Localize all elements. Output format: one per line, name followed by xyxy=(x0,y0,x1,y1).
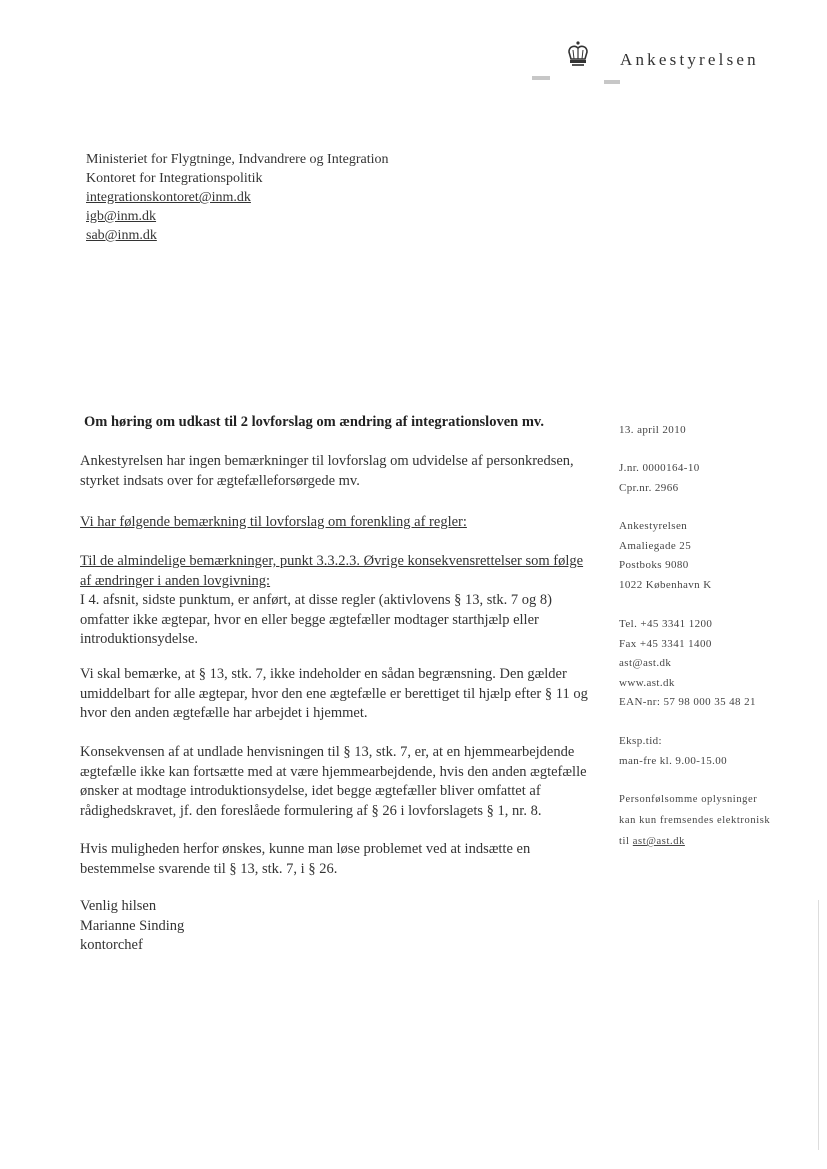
cpr-number: Cpr.nr. 2966 xyxy=(619,481,679,494)
phone-number: Tel. +45 3341 1200 xyxy=(619,618,713,630)
scan-edge xyxy=(818,900,819,1150)
section-heading: Vi har følgende bemærkning til lovforslag om forenkling af regler: xyxy=(80,514,467,530)
recipient-email-link[interactable]: sab@inm.dk xyxy=(86,228,157,243)
paragraph-text: Hvis muligheden herfor ønskes, kunne man løse problemet ved at indsætte en bestemmelse svarende til § 13, stk. 7, i § 26. xyxy=(80,841,531,877)
recipient-email-link[interactable]: integrationskontoret@inm.dk xyxy=(86,190,251,205)
organization-name: Ankestyrelsen xyxy=(620,50,759,69)
address-line: Postboks 9080 xyxy=(619,559,689,571)
section-subheading: Til de almindelige bemærkninger, punkt 3.3.2.3. Øvrige konsekvensrettelser som følge af ændringer i anden lovgivning: xyxy=(80,553,584,589)
address-line: 1022 København K xyxy=(619,578,712,591)
privacy-notice xyxy=(619,789,770,852)
recipient-email-link[interactable]: igb@inm.dk xyxy=(86,209,157,224)
paragraph-text: Konsekvensen af at undlade henvisningen til § 13, stk. 7, er, at en hjemmearbejdende ægtefælle ikke kan fortsætte med at være hjemmearbejdende, hvis den anden ægtefælle ønsker at modtage introduktionsydelse, idet begge ægtefæller bliver omfattet af rådighedskravet, jf. den foreslåede formulering af § 26 i lovforslagets § 1, nr. 8. xyxy=(80,744,587,819)
notice-email-link[interactable]: ast@ast.dk xyxy=(632,836,685,847)
recipient-ministry: Ministeriet for Flygtninge, Indvandrere og Integration xyxy=(86,152,389,167)
hours-label: Eksp.tid: xyxy=(619,735,663,747)
letter-subject: Om høring om udkast til 2 lovforslag om ændring af integrationsloven mv. xyxy=(84,414,544,430)
letter-date: 13. april 2010 xyxy=(619,424,687,436)
reference-block xyxy=(619,459,700,498)
paragraph-text: Ankestyrelsen har ingen bemærkninger til lovforslag om udvidelse af personkredsen, styrket indsats over for ægtefælleforsørgede mv. xyxy=(80,453,574,489)
scan-mark xyxy=(532,76,550,80)
paragraph-text: Vi skal bemærke, at § 13, stk. 7, ikke indeholder en sådan begrænsning. Den gælder umiddelbart for alle ægtepar, hvor den ene ægtefælle er berettiget til hjælp efter § 11 og hvor den anden ægtefælle har arbejdet i hjemmet. xyxy=(80,666,588,721)
scan-mark xyxy=(604,80,620,84)
contact-block xyxy=(619,615,756,713)
website-link[interactable]: www.ast.dk xyxy=(619,676,675,689)
paragraph-intro xyxy=(80,452,595,491)
address-line: Ankestyrelsen xyxy=(619,520,688,532)
paragraph-text: I 4. afsnit, sidste punktum, er anført, at disse regler (aktivlovens § 13, stk. 7 og 8) omfatter ikke ægtepar, hvor en eller begge ægtefæller modtager starthjælp eller introduktionsydelse. xyxy=(80,592,552,647)
notice-line: Personfølsomme oplysninger xyxy=(619,794,758,805)
address-line: Amaliegade 25 xyxy=(619,539,692,552)
ean-number: EAN-nr: 57 98 000 35 48 21 xyxy=(619,696,756,708)
recipient-office: Kontoret for Integrationspolitik xyxy=(86,171,263,186)
notice-line-last xyxy=(619,831,770,852)
journal-number: J.nr. 0000164-10 xyxy=(619,462,700,474)
crown-logo-icon xyxy=(563,40,593,70)
fax-number: Fax +45 3341 1400 xyxy=(619,637,712,650)
address-block xyxy=(619,517,712,595)
recipient-block xyxy=(86,150,388,245)
signature-block xyxy=(80,897,184,956)
signer-title: kontorchef xyxy=(80,937,143,953)
opening-hours-block xyxy=(619,732,727,771)
notice-line: kan kun fremsendes elektronisk xyxy=(619,815,771,826)
contact-email-link[interactable]: ast@ast.dk xyxy=(619,657,672,669)
signer-name: Marianne Sinding xyxy=(80,917,185,934)
closing-text: Venlig hilsen xyxy=(80,898,157,914)
hours-value: man-fre kl. 9.00-15.00 xyxy=(619,754,728,767)
notice-prefix: til xyxy=(619,836,630,847)
